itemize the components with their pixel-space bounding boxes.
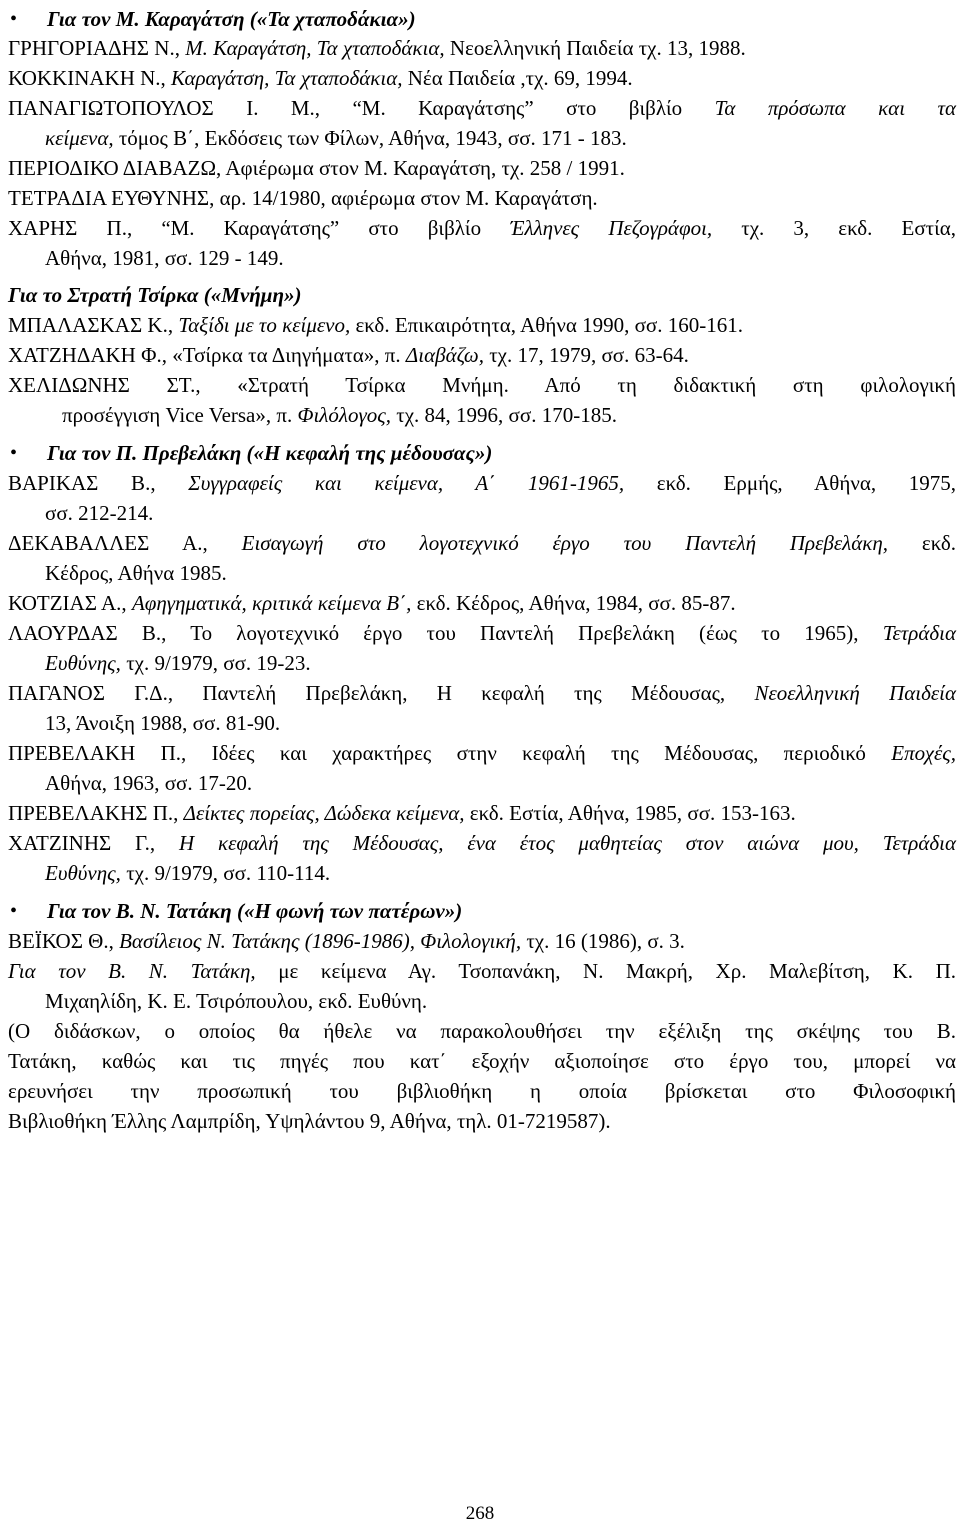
text-segment: Η κεφαλή της Μέδουσας, ένα έτος μαθητείας στον αιώνα μου, Τετράδια xyxy=(179,831,956,855)
text-segment: ερευνήσει την προσωπική του βιβλιοθήκη η οποία βρίσκεται στο Φιλοσοφική xyxy=(8,1079,956,1103)
text-segment: ΒΕΪΚΟΣ Θ., xyxy=(8,929,120,953)
bibliography-line xyxy=(8,343,956,367)
text-segment: εκδ. Εστία, Αθήνα, 1985, σσ. 153-163. xyxy=(464,801,796,825)
bibliography-line xyxy=(8,1049,956,1073)
text-segment: ΠΕΡΙΟΔΙΚΟ ΔΙΑΒΑΖΩ, Αφιέρωμα στον Μ. Καραγάτση, τχ. 258 / 1991. xyxy=(8,156,625,180)
bibliography-line xyxy=(45,651,956,675)
text-segment: (Ο διδάσκων, ο οποίος θα ήθελε να παρακολουθήσει την εξέλιξη της σκέψης του Β. xyxy=(8,1019,956,1043)
text-segment: ΤΕΤΡΑΔΙΑ ΕΥΘΥΝΗΣ, αρ. 14/1980, αφιέρωμα στον Μ. Καραγάτση. xyxy=(8,186,598,210)
bibliography-line xyxy=(8,621,956,645)
text-segment: ΔΕΚΑΒΑΛΛΕΣ Α., xyxy=(8,531,242,555)
text-segment: ΛΑΟΥΡΔΑΣ Β., Το λογοτεχνικό έργο του Παντελή Πρεβελάκη (έως το 1965), xyxy=(8,621,883,645)
bibliography-line xyxy=(8,929,956,953)
text-segment: ΠΑΓΑΝΟΣ Γ.Δ., Παντελή Πρεβελάκη, Η κεφαλή της Μέδουσας, xyxy=(8,681,755,705)
bibliography-line xyxy=(45,771,956,795)
bibliography-line xyxy=(8,66,956,90)
bibliography-line xyxy=(8,831,956,855)
text-segment: τόμος Β΄, Εκδόσεις των Φίλων, Αθήνα, 1943, σσ. 171 - 183. xyxy=(113,126,627,150)
bibliography-line xyxy=(8,96,956,120)
section-heading xyxy=(47,441,956,465)
text-segment: κείμενα, xyxy=(45,126,114,150)
bibliography-line xyxy=(8,741,956,765)
text-segment: Νεοελληνική Παιδεία xyxy=(754,681,956,705)
bibliography-line xyxy=(45,246,956,270)
text-segment: εκδ. Κέδρος, Αθήνα, 1984, σσ. 85-87. xyxy=(411,591,736,615)
text-segment: Δείκτες πορείας, Δώδεκα κείμενα, xyxy=(183,801,465,825)
bibliography-line xyxy=(8,373,956,397)
bibliography-line xyxy=(8,313,956,337)
bibliography-line xyxy=(45,501,956,525)
text-segment: Εποχές, xyxy=(891,741,956,765)
bibliography-line xyxy=(8,471,956,495)
text-segment: τχ. 16 (1986), σ. 3. xyxy=(521,929,685,953)
text-segment: ΠΡΕΒΕΛΑΚΗ Π., Ιδέες και χαρακτήρες στην κεφαλή της Μέδουσας, περιοδικό xyxy=(8,741,892,765)
text-segment: ΠΑΝΑΓΙΩΤΟΠΟΥΛΟΣ Ι. Μ., “Μ. Καραγάτσης” στο βιβλίο xyxy=(8,96,715,120)
text-segment: Διαβάζω, xyxy=(405,343,484,367)
text-segment: Για τον Π. Πρεβελάκη («Η κεφαλή της μέδουσας») xyxy=(47,441,493,465)
text-segment: Μ. Καραγάτση, Τα χταποδάκια, xyxy=(185,36,445,60)
text-segment: Εισαγωγή στο λογοτεχνικό έργο του Παντελή Πρεβελάκη, xyxy=(241,531,889,555)
bibliography-line xyxy=(45,126,956,150)
text-segment: τχ. 84, 1996, σσ. 170-185. xyxy=(391,403,617,427)
bibliography-line xyxy=(45,711,956,735)
text-segment: τχ. 9/1979, σσ. 19-23. xyxy=(120,651,311,675)
bibliography-line xyxy=(45,561,956,585)
text-segment: ΓΡΗΓΟΡΙΑΔΗΣ Ν., xyxy=(8,36,186,60)
text-segment: Αφηγηματικά, κριτικά κείμενα Β΄, xyxy=(131,591,412,615)
section-heading xyxy=(47,899,956,923)
text-segment: τχ. 9/1979, σσ. 110-114. xyxy=(120,861,331,885)
bullet-icon: • xyxy=(10,900,18,922)
bibliography-line xyxy=(8,1109,956,1133)
bibliography-line xyxy=(8,36,956,60)
text-segment: ΠΡΕΒΕΛΑΚΗΣ Π., xyxy=(8,801,184,825)
section-heading xyxy=(8,283,956,307)
text-segment: Κέδρος, Αθήνα 1985. xyxy=(45,561,227,585)
bullet-icon: • xyxy=(10,8,18,30)
bibliography-line xyxy=(45,861,956,885)
bibliography-line xyxy=(8,681,956,705)
text-segment: Συγγραφείς και κείμενα, Α΄ 1961-1965, xyxy=(188,471,625,495)
text-segment: ΚΟΚΚΙΝΑΚΗ Ν., xyxy=(8,66,172,90)
bibliography-line xyxy=(8,591,956,615)
bibliography-line xyxy=(8,1079,956,1103)
text-segment: Τατάκη, καθώς και τις πηγές που κατ΄ εξοχήν αξιοποίησε στο έργο του, μπορεί να xyxy=(8,1049,956,1073)
text-segment: Για τον Μ. Καραγάτση («Τα χταποδάκια») xyxy=(47,7,416,31)
text-segment: Βασίλειος Ν. Τατάκης (1896-1986), Φιλολογική, xyxy=(119,929,522,953)
bibliography-line xyxy=(45,989,956,1013)
text-segment: 13, Άνοιξη 1988, σσ. 81-90. xyxy=(45,711,281,735)
text-segment: ΧΕΛΙΔΩΝΗΣ ΣΤ., «Στρατή Τσίρκα Μνήμη. Από τη διδακτική στη φιλολογική xyxy=(8,373,956,397)
text-segment: εκδ. Ερμής, Αθήνα, 1975, xyxy=(624,471,957,495)
text-segment: με κείμενα Αγ. Τσοπανάκη, Ν. Μακρή, Χρ. Μαλεβίτση, Κ. Π. xyxy=(255,959,956,983)
bullet-icon: • xyxy=(10,442,18,464)
text-segment: σσ. 212-214. xyxy=(45,501,154,525)
text-segment: εκδ. xyxy=(888,531,956,555)
text-segment: Αθήνα, 1963, σσ. 17-20. xyxy=(45,771,253,795)
text-segment: ΜΠΑΛΑΣΚΑΣ Κ., xyxy=(8,313,179,337)
bibliography-line xyxy=(62,403,956,427)
text-segment: Για τον Β. Ν. Τατάκη («Η φωνή των πατέρων») xyxy=(47,899,463,923)
text-segment: Ευθύνης, xyxy=(45,861,121,885)
text-segment: ΧΑΤΖΗΔΑΚΗ Φ., «Τσίρκα τα Διηγήματα», π. xyxy=(8,343,406,367)
bibliography-line xyxy=(8,801,956,825)
text-segment: Για το Στρατή Τσίρκα («Μνήμη») xyxy=(8,283,302,307)
text-segment: Αθήνα, 1981, σσ. 129 - 149. xyxy=(45,246,284,270)
text-segment: Μιχαηλίδη, Κ. Ε. Τσιρόπουλου, εκδ. Ευθύνη. xyxy=(45,989,428,1013)
text-segment: ΒΑΡΙΚΑΣ Β., xyxy=(8,471,189,495)
text-segment: τχ. 17, 1979, σσ. 63-64. xyxy=(483,343,689,367)
text-segment: Βιβλιοθήκη Έλλης Λαμπρίδη, Υψηλάντου 9, Αθήνα, τηλ. 01-7219587). xyxy=(8,1109,611,1133)
text-segment: τχ. 3, εκδ. Εστία, xyxy=(712,216,956,240)
text-segment: Έλληνες Πεζογράφοι, xyxy=(510,216,713,240)
bibliography-line xyxy=(8,959,956,983)
text-segment: Νεοελληνική Παιδεία τχ. 13, 1988. xyxy=(444,36,746,60)
text-segment: Ευθύνης, xyxy=(45,651,121,675)
text-segment: Τετράδια xyxy=(882,621,956,645)
bibliography-line xyxy=(8,186,956,210)
section-heading xyxy=(47,7,956,31)
text-segment: Νέα Παιδεία ,τχ. 69, 1994. xyxy=(402,66,633,90)
text-segment: ΚΟΤΖΙΑΣ Α., xyxy=(8,591,132,615)
bibliography-line xyxy=(8,531,956,555)
text-segment: ΧΑΤΖΙΝΗΣ Γ., xyxy=(8,831,180,855)
text-segment: προσέγγιση Vice Versa», π. xyxy=(62,403,298,427)
text-segment: Τα πρόσωπα και τα xyxy=(714,96,957,120)
text-segment: Για τον Β. Ν. Τατάκη, xyxy=(8,959,256,983)
page-number: 268 xyxy=(465,1503,495,1524)
bibliography-line xyxy=(8,156,956,180)
text-segment: ΧΑΡΗΣ Π., “Μ. Καραγάτσης” στο βιβλίο xyxy=(8,216,511,240)
bibliography-line xyxy=(8,1019,956,1043)
bibliography-line xyxy=(8,216,956,240)
text-segment: Ταξίδι με το κείμενο, xyxy=(178,313,351,337)
text-segment: εκδ. Επικαιρότητα, Αθήνα 1990, σσ. 160-161. xyxy=(350,313,743,337)
text-segment: Φιλόλογος, xyxy=(297,403,392,427)
text-segment: Καραγάτση, Τα χταποδάκια, xyxy=(171,66,403,90)
